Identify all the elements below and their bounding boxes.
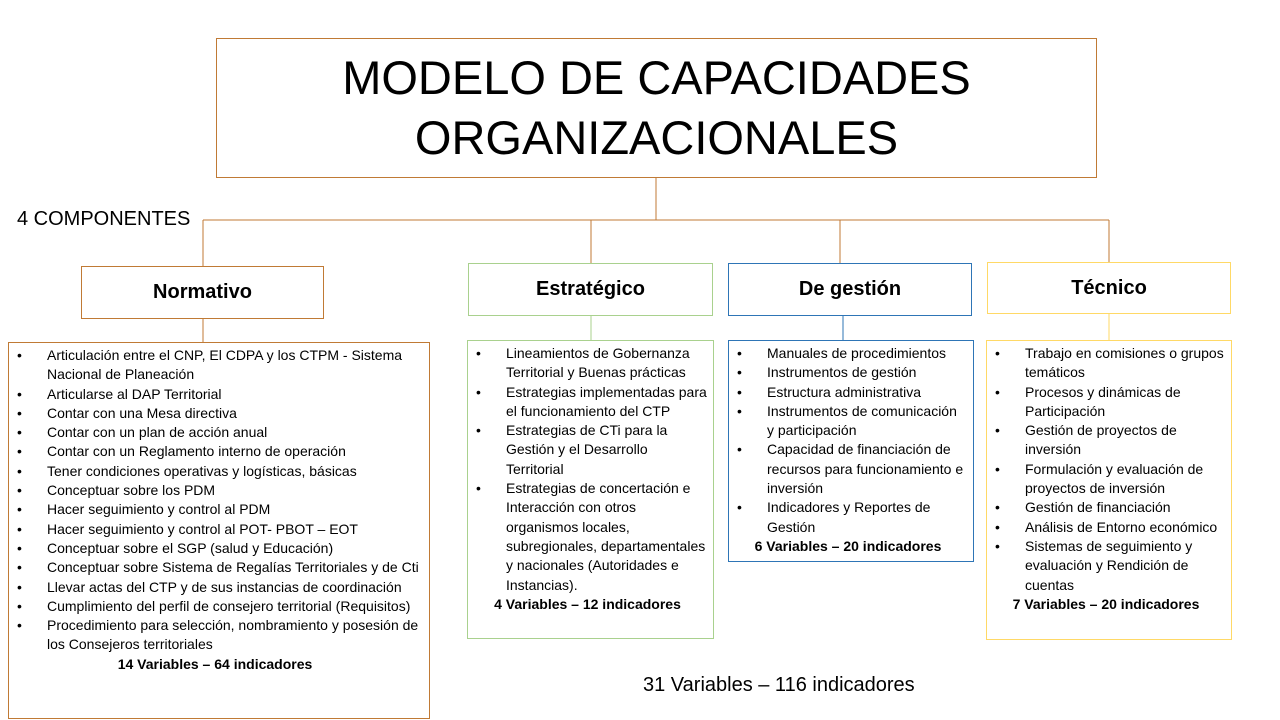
- list-item: • Manuales de procedimientos: [729, 344, 967, 363]
- title-box: [216, 38, 1097, 178]
- list-estrategico: [467, 340, 714, 639]
- summary-tecnico: 7 Variables – 20 indicadores: [1012, 595, 1200, 612]
- items-normativo: [9, 346, 421, 655]
- summary-gestion: 6 Variables – 20 indicadores: [754, 537, 942, 554]
- list-item: • Articulación entre el CNP, El CDPA y los CTPM - Sistema Nacional de Planeación: [9, 346, 421, 385]
- list-item: • Conceptuar sobre Sistema de Regalías Territoriales y de Cti: [9, 558, 421, 577]
- list-item: • Lineamientos de Gobernanza Territorial y Buenas prácticas: [468, 344, 707, 383]
- component-estrategico-title: Estratégico: [536, 278, 645, 300]
- list-item: • Articularse al DAP Territorial: [9, 385, 421, 404]
- component-estrategico: [468, 263, 713, 316]
- items-tecnico: [987, 344, 1225, 595]
- list-item: • Estrategias de concertación e Interacción con otros organismos locales, subregionales, departamentales y nacionales (Autoridades e Instancias).: [468, 479, 707, 595]
- list-item: • Tener condiciones operativas y logísticas, básicas: [9, 462, 421, 481]
- total-summary: 31 Variables – 116 indicadores: [643, 674, 915, 696]
- summary-normativo: 14 Variables – 64 indicadores: [117, 655, 313, 672]
- list-item: • Procesos y dinámicas de Participación: [987, 383, 1225, 422]
- list-item: • Análisis de Entorno económico: [987, 518, 1225, 537]
- list-item: • Contar con un plan de acción anual: [9, 423, 421, 442]
- summary-estrategico: 4 Variables – 12 indicadores: [494, 595, 681, 612]
- list-item: • Trabajo en comisiones o grupos temáticos: [987, 344, 1225, 383]
- list-item: • Hacer seguimiento y control al POT- PBOT – EOT: [9, 520, 421, 539]
- list-item: • Procedimiento para selección, nombramiento y posesión de los Consejeros territoriales: [9, 616, 421, 655]
- list-item: • Formulación y evaluación de proyectos de inversión: [987, 460, 1225, 499]
- list-item: • Instrumentos de comunicación y participación: [729, 402, 967, 441]
- title-line-2: ORGANIZACIONALES: [414, 111, 899, 164]
- component-tecnico-title: Técnico: [1071, 276, 1147, 299]
- list-item: • Contar con una Mesa directiva: [9, 404, 421, 423]
- items-estrategico: [468, 344, 707, 595]
- list-item: • Conceptuar sobre el SGP (salud y Educación): [9, 539, 421, 558]
- list-item: • Gestión de proyectos de inversión: [987, 421, 1225, 460]
- components-label: 4 COMPONENTES: [17, 208, 191, 230]
- list-item: • Capacidad de financiación de recursos para funcionamiento e inversión: [729, 440, 967, 498]
- list-item: • Llevar actas del CTP y de sus instancias de coordinación: [9, 578, 421, 597]
- list-gestion: [728, 340, 974, 562]
- list-item: • Indicadores y Reportes de Gestión: [729, 498, 967, 537]
- component-gestion-title: De gestión: [798, 278, 902, 300]
- diagram-title: [342, 48, 971, 168]
- list-item: • Conceptuar sobre los PDM: [9, 481, 421, 500]
- list-normativo: [8, 342, 430, 719]
- component-normativo-title: Normativo: [153, 281, 252, 303]
- list-item: • Estrategias de CTi para la Gestión y el Desarrollo Territorial: [468, 421, 707, 479]
- component-gestion: [728, 263, 972, 316]
- list-item: • Hacer seguimiento y control al PDM: [9, 500, 421, 519]
- list-item: • Contar con un Reglamento interno de operación: [9, 442, 421, 461]
- title-line-1: MODELO DE CAPACIDADES: [342, 51, 971, 104]
- list-item: • Cumplimiento del perfil de consejero territorial (Requisitos): [9, 597, 421, 616]
- list-item: • Estructura administrativa: [729, 383, 967, 402]
- list-tecnico: [986, 340, 1232, 640]
- component-normativo: [81, 266, 324, 319]
- component-tecnico: [987, 262, 1231, 314]
- list-item: • Gestión de financiación: [987, 498, 1225, 517]
- items-gestion: [729, 344, 967, 537]
- list-item: • Estrategias implementadas para el funcionamiento del CTP: [468, 383, 707, 422]
- list-item: • Instrumentos de gestión: [729, 363, 967, 382]
- list-item: • Sistemas de seguimiento y evaluación y Rendición de cuentas: [987, 537, 1225, 595]
